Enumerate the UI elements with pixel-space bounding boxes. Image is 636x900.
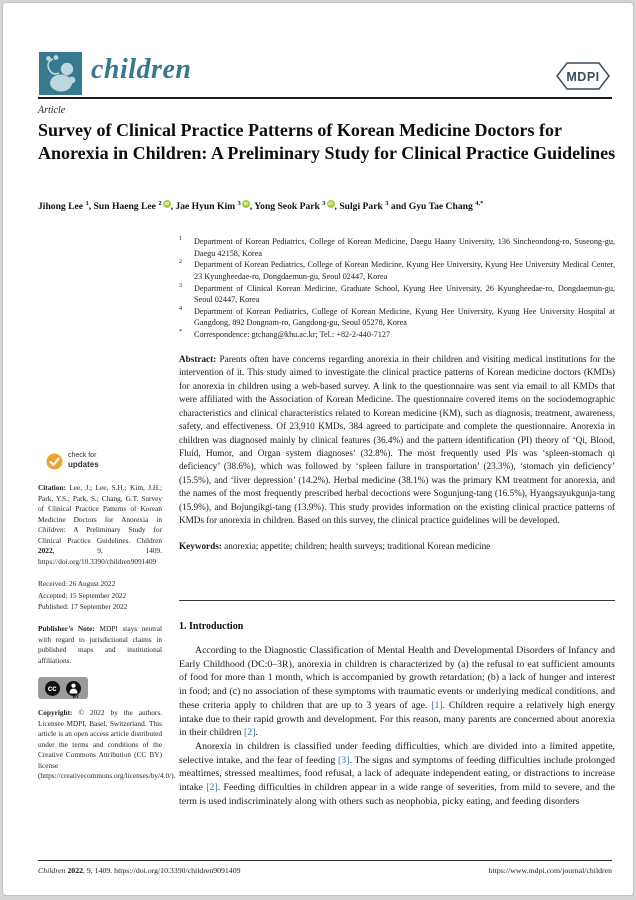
citation-ref-link[interactable]: [2]	[244, 727, 256, 739]
citation-block: Citation: Lee, J.; Lee, S.H.; Kim, J.H.; Park, Y.S.; Park, S.; Chang, G.T. Survey of Clinical Practice Patterns of Korean Medicine Doctors for Anorexia in Children: A Preliminary Study for Clinical Practice Guidelines. Children 2022, 9, 1409. https://doi.org/10.3390/children9091409	[38, 483, 162, 566]
by-label: BY	[72, 693, 79, 699]
affiliation-marker: *	[179, 328, 183, 336]
cc-icon: cc	[45, 681, 60, 696]
affiliation-item	[179, 329, 615, 341]
abstract-label: Abstract:	[179, 354, 217, 364]
affiliation-item	[179, 259, 615, 282]
received-date: Received: 26 August 2022	[38, 579, 116, 589]
abstract-text: Abstract: Parents often have concerns regarding anorexia in their children and visiting medical institutions for the intervention of it. This study aimed to investigate the clinical practice patterns of Korean medicine doctors (KMDs) for anorexia in children using a web-based survey. A link to the questionnaire was sent via email to all KMDs that were affiliated with the Association of Korean Medicine. The questionnaire covered items on the sociodemographic characteristics and clinical characteristics related to Korean medicine (KM), such as diagnosis, treatment, awareness, safety, and effectiveness. Of 23,910 KMDs, 384 agreed to participate and complete the questionnaire. Anorexia in children was diagnosed mainly by clinical features (36.4%) and the pattern identification (PI) theory of ‘Qi, Blood, Fluid, Humor, and Organ system diagnoses’ (32.8%). The most frequently used PIs was ‘spleen-stomach qi deficiency’ (38.6%), which was followed by ‘spleen failure in transportation’ (23.3%), ‘stomach yin deficiency’ (15.5%), and ‘liver depression’ (14.2%). Herbal medicine (38.1%) was the primary KM treatment for anorexia, and the names of the most frequently prescribed herbal decoctions were Sogunjung-tang (16.5%), Hyangsayukgunja-tang (15.9%), and Bojungikgi-tang (13.9%). This study provides information on the existing clinical practice patterns of KMDs for anorexia in children. Based on this survey, the clinical practice guidelines will be developed.	[179, 354, 615, 526]
copyright-block: Copyright: © 2022 by the authors. Licensee MDPI, Basel, Switzerland. This article is an open access article distributed under the terms and conditions of the Creative Commons Attribution (CC BY) license (https://creativecommons.org/licenses/by/4.0/).	[38, 708, 176, 781]
affiliation-text: Department of Korean Pediatrics, College of Korean Medicine, Daegu Haany University, 136 Sincheondong-ro, Suseong-gu, Daegu 42158, Korea	[194, 237, 615, 258]
affiliation-text: Department of Clinical Korean Medicine, Graduate School, Kyung Hee University, 26 Kyungheedae-ro, Dongdaemun-gu, Seoul 02447, Korea	[194, 283, 615, 305]
svg-text:MDPI: MDPI	[566, 70, 600, 84]
article-type-label: Article	[38, 105, 66, 116]
body-paragraph: Anorexia in children is classified under feeding difficulties, which are divided into a limited appetite, selective intake, and the fear of feeding [3]. The signs and symptoms of feeding difficulties include prolonged mealtimes, stressed mealtimes, food refusal, a lack of adequate independent eating, or distractions to increase intake [2]. Feeding difficulties in children appear in a wide range of severities, from mild to severe, and the term is used indiscriminately along with others such as neophobia, picky eating, and feeding disorders	[179, 740, 615, 807]
citation-ref-link[interactable]: [1]	[431, 699, 443, 711]
orcid-icon[interactable]: iD	[328, 201, 333, 206]
author-name: Jae Hyun Kim $^3$ iD	[175, 200, 249, 213]
journal-logo-icon	[39, 52, 82, 95]
body-paragraph: According to the Diagnostic Classification of Mental Health and Developmental Disorders of Infancy and Early Childhood (DC:0–3R), anorexia in children is characterized by (a) the refusal to eat sufficient amounts of food for more than 1 month, which is accompanied by growth retardation; (b) a lack of hunger and interest in food; and (c) no association of these symptoms with traumatic events or underlying medical conditions, and these criteria apply to children that are up to 3 years of age. [1]. Children require a relatively high energy intake due to their rapid growth and development. For this reason, many parents are concerned about anorexia in their children [2].	[179, 645, 616, 739]
check-for-updates-label: check for updates	[68, 452, 99, 470]
check-icon	[46, 453, 63, 470]
citation-ref-link[interactable]: [2]	[206, 782, 218, 794]
orcid-icon[interactable]: iD	[164, 201, 169, 206]
footer-journal-url[interactable]: https://www.mdpi.com/journal/children	[488, 866, 612, 875]
dates-block	[38, 578, 162, 613]
affiliation-marker: 4	[179, 304, 183, 312]
affiliation-item	[179, 236, 615, 259]
citation-ref-link[interactable]: [3]	[338, 754, 350, 766]
keywords-divider	[179, 600, 615, 601]
affiliation-text: Department of Korean Pediatrics, College of Korean Medicine, Kyung Hee University, Kyung Hee University Hospital at Gangdong, 892 Dongnam-ro, Gangdong-gu, Seoul 05278, Korea	[194, 306, 615, 328]
keywords-label: Keywords:	[179, 541, 222, 552]
author-name: Jihong Lee $^1$	[38, 200, 89, 213]
cc-by-license-badge[interactable]	[38, 677, 88, 699]
affiliation-item	[179, 283, 615, 306]
footer-citation: Children 2022, 9, 1409. https://doi.org/10.3390/children9091409	[38, 866, 241, 875]
author-name: Sun Haeng Lee $^2$ iD	[93, 200, 169, 213]
author-name: Sulgi Park $^3$	[339, 200, 389, 213]
footer-divider	[38, 860, 612, 861]
affiliation-marker: 1	[179, 235, 183, 242]
authors-line: Jihong Lee $^1$, Sun Haeng Lee $^2$ iD , Jae Hyun Kim $^3$ iD , Yong Seok Park $^3$ iD , Sulgi Park $^3$ and Gyu Tae Chang $^{4,*}$	[38, 200, 484, 213]
affiliations-list	[179, 236, 615, 341]
check-for-updates-button[interactable]	[46, 452, 162, 470]
affiliation-text: Correspondence: gtchang@khu.ac.kr; Tel.: +82-2-440-7127	[194, 330, 391, 340]
sidebar	[38, 452, 176, 782]
keywords-line: Keywords: anorexia; appetite; children; health surveys; traditional Korean medicine	[179, 541, 491, 552]
author-name: Gyu Tae Chang $^{4,*}$	[408, 200, 484, 213]
journal-name: children	[91, 54, 192, 85]
footer	[38, 866, 612, 875]
affiliation-marker: 3	[179, 281, 183, 289]
published-date: Published: 17 September 2022	[38, 602, 128, 612]
publishers-note: Publisher’s Note: MDPI stays neutral with regard to jurisdictional claims in published maps and institutional affiliations.	[38, 624, 162, 665]
header-divider	[38, 97, 612, 99]
page-title: Survey of Clinical Practice Patterns of Korean Medicine Doctors for Anorexia in Children: A Preliminary Study for Clinical Practice Guidelines	[38, 120, 616, 164]
affiliation-text: Department of Korean Pediatrics, College of Korean Medicine, Kyung Hee University, Kyung Hee University Medical Center, 23 Kyungheedae-ro, Dongdaemun-gu, Seoul 02447, Korea	[194, 260, 615, 281]
author-name: Yong Seok Park $^3$ iD	[254, 200, 333, 213]
paper-page	[2, 2, 634, 896]
abstract-block	[179, 353, 615, 554]
affiliation-item	[179, 306, 615, 329]
accepted-date: Accepted: 15 September 2022	[38, 590, 127, 600]
affiliation-marker: 2	[179, 258, 183, 266]
introduction-section	[179, 620, 615, 808]
orcid-icon[interactable]: iD	[243, 201, 249, 206]
section-heading: 1. Introduction	[179, 621, 244, 632]
mdpi-logo	[554, 60, 612, 92]
